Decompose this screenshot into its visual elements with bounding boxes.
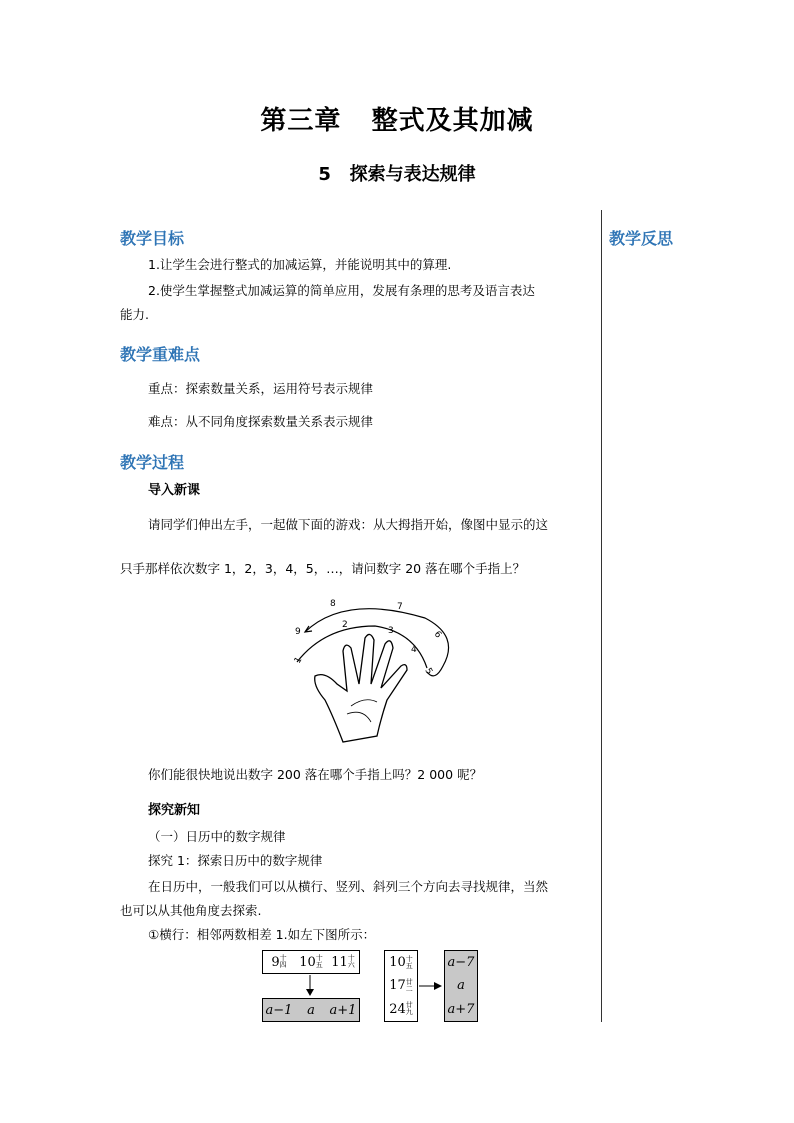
calendar-cell: 9十 四 [271,954,287,970]
calendar-cell: 10十 五 [389,954,413,971]
hand-number-8: 8 [330,599,336,609]
calendar-row-algebraic [262,998,360,1022]
calendar-cell: 24廿 九 [389,1001,413,1017]
algebraic-cell: a+1 [329,1002,357,1018]
hand-number-9: 9 [295,627,301,637]
reflection-heading: 教学反思 [609,229,674,248]
hand-counting-figure [285,596,455,746]
hand-number-4: 4 [411,645,417,655]
intro-line-2: 只手那样依次数字 1，2，3，4，5，…，请问数字 20 落在哪个手指上？ [120,561,526,576]
difficulty-point: 难点：从不同角度探索数量关系表示规律 [148,414,374,429]
calendar-row-top [262,950,360,974]
section-title-text: 探索与表达规律 [349,164,476,185]
row-rule-text: ①横行：相邻两数相差 1.如左下图所示： [148,927,376,942]
calendar-cell: 17廿 二 [389,977,413,994]
down-arrow-icon [304,975,316,997]
algebraic-cell: a [307,1002,315,1018]
hand-number-3: 3 [388,626,394,636]
objective-1: 1.让学生会进行整式的加减运算，并能说明其中的算理. [148,257,452,272]
algebraic-cell: a−1 [265,1002,293,1018]
section-title [0,160,794,186]
algebraic-cell: a+7 [447,1001,475,1017]
section-number: 5 [318,164,331,185]
paragraph-line-1: 在日历中，一般我们可以从横行、竖列、斜列三个方向去寻找规律，当然 [148,879,549,894]
process-heading: 教学过程 [120,453,185,472]
calendar-cell: 10十 五 [299,954,323,970]
calendar-column-left [384,950,418,1022]
explore-1-title: 探究 1：探索日历中的数字规律 [148,853,323,868]
algebraic-cell: a [457,978,465,994]
intro-line-1: 请同学们伸出左手，一起做下面的游戏：从大拇指开始，像图中显示的这 [148,517,549,532]
explore-heading: 探究新知 [148,803,201,818]
objective-2-line1: 2.使学生掌握整式加减运算的简单应用，发展有条理的思考及语言表达 [148,283,535,298]
column-divider [601,210,602,1022]
question-line: 你们能很快地说出数字 200 落在哪个手指上吗？2 000 呢？ [148,767,483,782]
hand-number-5: 5 [422,666,434,677]
chapter-number: 第三章 [260,106,342,136]
objective-2-line2: 能力. [120,307,149,322]
hand-number-6: 6 [431,629,444,641]
hand-number-7: 7 [397,602,403,612]
chapter-topic: 整式及其加减 [371,106,534,136]
hand-number-1: 1 [292,655,305,666]
chapter-title [0,100,794,137]
right-arrow-icon [419,980,443,992]
paragraph-line-2: 也可以从其他角度去探索. [120,903,262,918]
focus-point: 重点：探索数量关系，运用符号表示规律 [148,381,374,396]
calendar-column-algebraic [444,950,478,1022]
objectives-heading: 教学目标 [120,229,185,248]
part-1-title: （一）日历中的数字规律 [148,829,286,844]
hand-number-2: 2 [342,620,348,630]
intro-heading: 导入新课 [148,483,201,498]
key-points-heading: 教学重难点 [120,345,201,364]
algebraic-cell: a−7 [447,955,475,971]
calendar-cell: 11十 六 [331,954,355,970]
